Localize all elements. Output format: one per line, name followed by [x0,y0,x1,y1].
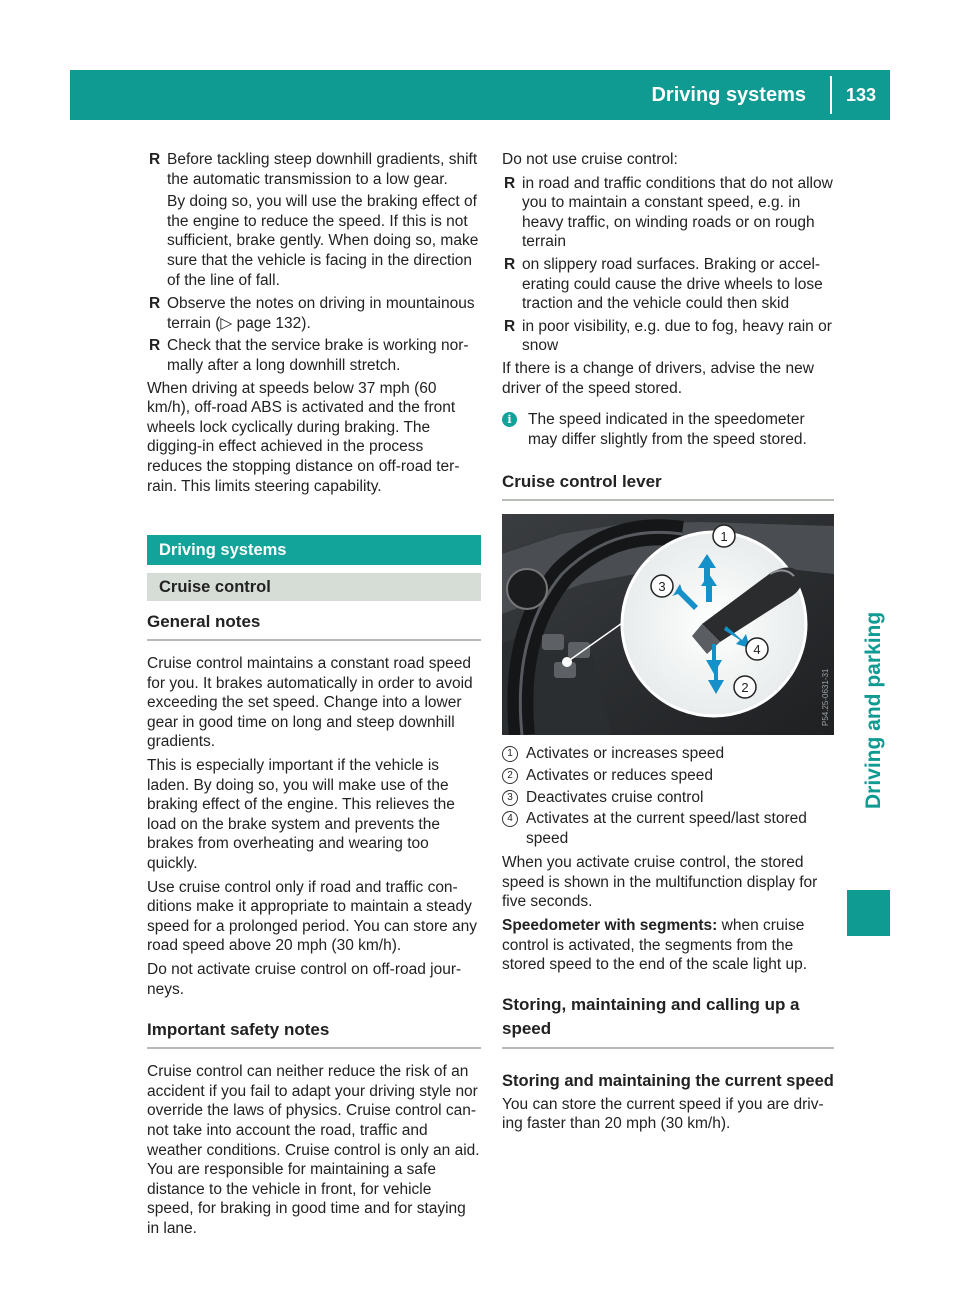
side-tab [847,120,890,1260]
callout-4: 4 [753,642,761,658]
general-notes-p3: Use cruise control only if road and traffic con- ditions make it appropriate to maintain a steady speed for a prolonged period. You can store any road speed above 20 mph (30 km/h). [147,878,478,955]
driver-change-paragraph: If there is a change of drivers, advise the new driver of the speed stored. [502,359,814,397]
bullet-mark: R [504,174,516,192]
list-item [147,294,481,333]
activate-paragraph: When you activate cruise control, the stored speed is shown in the multifunction display for five seconds. [502,854,818,911]
bullet-mark: R [504,255,516,273]
general-notes-heading: General notes [147,611,481,641]
offroad-abs-paragraph: When driving at speeds below 37 mph (60 km/h), off-road ABS is activated and the front wheels lock cyclically during braking. The digging-in effect achieved in the process reduces the stopping distance on off-road ter- rain. This limits steering capability. [147,379,460,495]
list-item [502,317,834,356]
header-title: Driving systems [651,84,806,106]
list-item [502,174,834,252]
info-icon: i [502,412,517,427]
legend-item [502,788,834,808]
list-item [502,255,834,314]
legend-text: Deactivates cruise control [526,788,704,806]
bullet-text: Check that the service brake is working nor- mally after a long downhill stretch. [167,337,469,374]
callout-2: 2 [741,680,749,696]
legend-item [502,744,834,764]
right-column [502,150,834,1138]
callout-1: 1 [720,529,728,545]
section-band-driving-systems: Driving systems [147,535,481,565]
cruise-lever-illustration [502,514,834,735]
legend-number: 2 [502,768,518,784]
legend-number: 1 [502,746,518,762]
bullet-text: on slippery road surfaces. Braking or accel- erating could cause the drive wheels to lose traction and the vehicle could then skid [522,255,823,313]
legend-number: 3 [502,790,518,806]
list-item [147,150,481,189]
speedometer-text: when cruise control is activated, the segments from the stored speed to the end of the scale light up. [502,917,808,974]
bullet-continuation: By doing so, you will use the braking effect of the engine to reduce the speed. If this is not sufficient, brake gently. When doing so, make sure that the vehicle is facing in the direction of the line of fall. [167,193,479,289]
general-notes-p2: This is especially important if the vehicle is laden. By doing so, you will make use of the braking effect of the engine. This relieves the load on the brake system and prevents the brakes from overheating and wearing too quickly. [147,757,455,873]
bullet-mark: R [149,151,161,168]
page-number: 133 [845,85,877,105]
lever-heading: Cruise control lever [502,471,834,501]
section-band-cruise-control: Cruise control [147,573,481,601]
legend-text: Activates or increases speed [526,745,725,763]
info-note-text: The speed indicated in the speedometer may differ slightly from the speed stored. [528,411,807,448]
figure-code: P54.25-0631-31 [821,668,830,727]
do-not-use-intro: Do not use cruise control: [502,151,678,168]
cruise-lever-figure [502,514,834,735]
bullet-mark: R [149,295,161,313]
storing-heading: Storing, maintaining and calling up a speed [502,993,834,1049]
safety-paragraph: Cruise control can neither reduce the risk of an accident if you fail to adapt your driving style nor override the laws of physics. Cruise control can- not take into account the road, traffic and weather conditions. Cruise control is only an aid. You are responsible for maintaining a safe distance to the vehicle in front, for vehicle speed, for braking in good time and for staying in lane. [147,1063,480,1237]
left-column [147,150,481,1243]
bullet-text: Observe the notes on driving in mountainous terrain (▷ page 132). [167,295,475,332]
storing-paragraph: You can store the current speed if you are driv- ing faster than 20 mph (30 km/h). [502,1095,824,1133]
speedometer-label: Speedometer with segments: [502,917,718,935]
side-tab-label: Driving and parking [862,611,885,809]
bullet-mark: R [504,317,516,335]
header-bar [70,70,890,120]
legend-text: Activates at the current speed/last stored speed [526,810,807,847]
safety-heading: Important safety notes [147,1019,481,1049]
speedometer-paragraph [502,916,834,975]
callout-3: 3 [658,579,666,595]
legend-item [502,809,834,848]
general-notes-p1: Cruise control maintains a constant road speed for you. It brakes automatically in order to avoid exceeding the set speed. Change into a lower gear in good time on long and steep downhill gradients. [147,655,473,751]
legend-item [502,766,834,786]
info-note [502,410,834,449]
bullet-mark: R [149,337,161,355]
side-tab-block [847,890,890,936]
list-item [147,336,481,375]
bullet-text: in road and traffic conditions that do not allow you to maintain a constant speed, e.g. in heavy traffic, on winding roads or on rough terrain [522,174,833,251]
legend-text: Activates or reduces speed [526,766,713,784]
storing-subheading: Storing and maintaining the current speed [502,1071,834,1090]
legend-number: 4 [502,811,518,827]
bullet-text: in poor visibility, e.g. due to fog, heavy rain or snow [522,317,832,355]
general-notes-p4: Do not activate cruise control on off-road jour- neys. [147,961,462,998]
bullet-text: Before tackling steep downhill gradients, shift the automatic transmission to a low gear. [167,151,478,188]
